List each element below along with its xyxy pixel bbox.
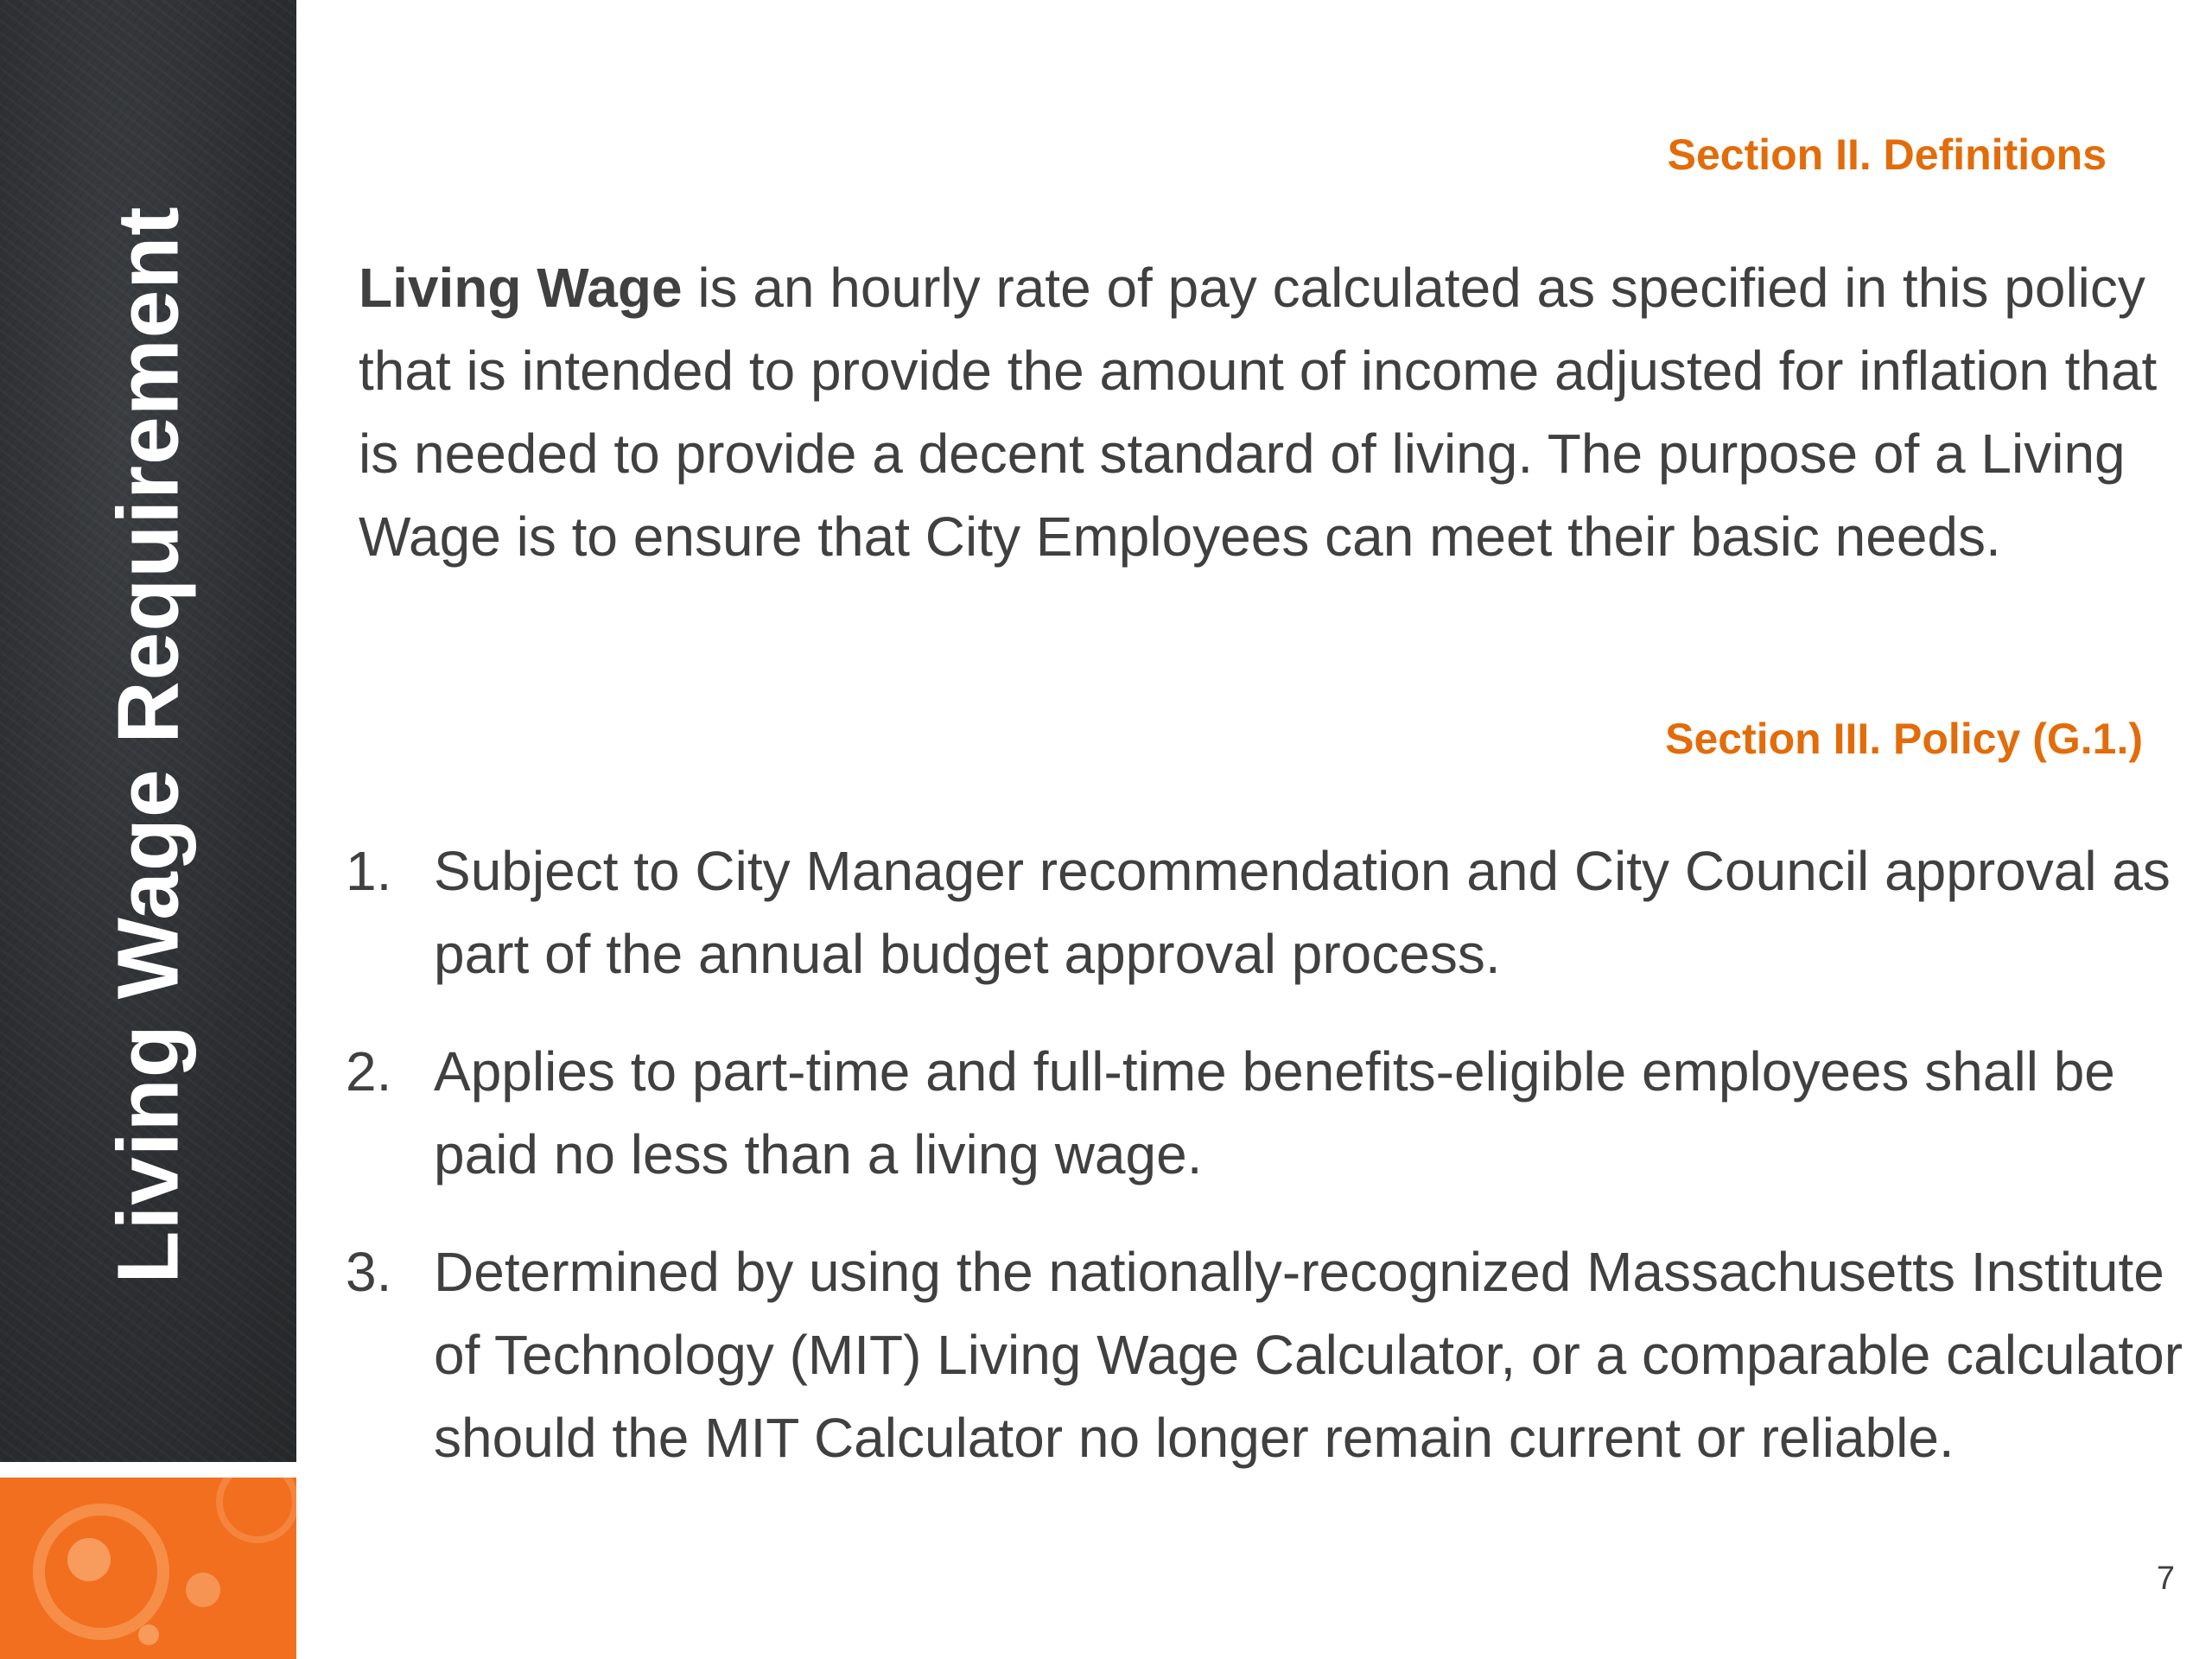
- policy-item-text: Determined by using the nationally-recognized Massachusetts Institute of Technology (MIT) Living Wage Calculator, or a comparable calculator should the MIT Calculator no longer remain current or reliable.: [434, 1241, 2183, 1469]
- section-definitions-heading: Section II. Definitions: [1667, 130, 2107, 179]
- living-wage-definition: [359, 246, 2182, 578]
- definition-term: Living Wage: [359, 257, 683, 319]
- definition-text: is an hourly rate of pay calculated as specified in this policy that is intended to provide the amount of income adjusted for inflation that is needed to provide a decent standard of living. The purpose of a Living Wage is to ensure that City Employees can meet their basic needs.: [359, 257, 2158, 568]
- policy-item-text: Applies to part-time and full-time benefits-eligible employees shall be paid no less than a living wage.: [434, 1040, 2115, 1185]
- policy-item: [346, 830, 2186, 995]
- policy-item-text: Subject to City Manager recommendation and City Council approval as part of the annual budget approval process.: [434, 840, 2171, 985]
- policy-item-number: 1.: [346, 840, 392, 902]
- policy-list: [346, 830, 2186, 1514]
- sidebar-title: Living Wage Requirement: [99, 206, 197, 1284]
- section-policy-heading: Section III. Policy (G.1.): [1665, 715, 2143, 763]
- policy-item-number: 2.: [346, 1040, 392, 1103]
- decorative-circle-icon: [216, 1478, 296, 1543]
- decorative-dot-icon: [67, 1538, 111, 1581]
- sidebar-panel: [0, 0, 296, 1462]
- policy-item: [346, 1030, 2186, 1196]
- orange-decorative-block: [0, 1478, 296, 1659]
- policy-item: [346, 1230, 2186, 1479]
- policy-item-number: 3.: [346, 1241, 392, 1303]
- page-number: 7: [2156, 1560, 2175, 1597]
- decorative-dot-icon: [138, 1624, 159, 1645]
- decorative-dot-icon: [186, 1573, 220, 1607]
